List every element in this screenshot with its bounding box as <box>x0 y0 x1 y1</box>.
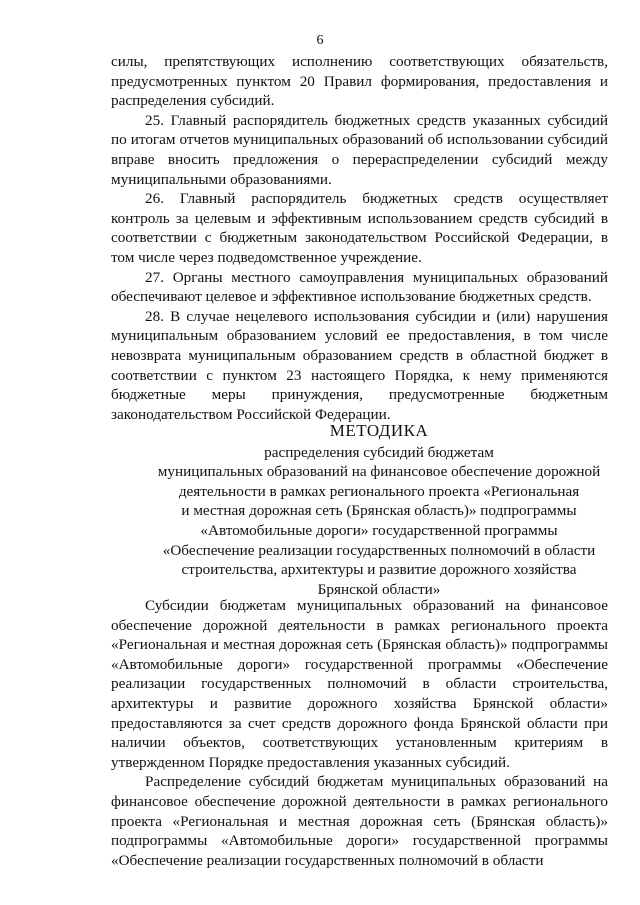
paragraph-27: 27. Органы местного самоуправления муниципальных образований обеспечивают целевое и эффективное использование бюджетных средств. <box>111 268 608 306</box>
paragraph-28: 28. В случае нецелевого использования субсидии и (или) нарушения муниципальным образованием условий ее предоставления, в том числе невозврата муниципальным образованием средств в областной бюджет в соответствии с пунктом 23 настоящего Порядка, к нему применяются бюджетные меры принуждения, предусмотренные бюджетным законодательством Российской Федерации. <box>111 307 608 423</box>
heading-subtitle-line: «Обеспечение реализации государственных полномочий в области <box>162 541 596 559</box>
methodology-body <box>111 596 608 870</box>
paragraph-continuation: силы, препятствующих исполнению соответствующих обязательств, предусмотренных пунктом 20 Правил формирования, предоставления и распределения субсидий. <box>111 53 608 110</box>
heading-subtitle-line: деятельности в рамках регионального проекта «Региональная <box>178 482 580 500</box>
heading-subtitle-line: строительства, архитектуры и развитие дорожного хозяйства <box>181 561 577 579</box>
methodology-paragraph-1: Субсидии бюджетам муниципальных образований на финансовое обеспечение дорожной деятельности в рамках регионального проекта «Региональная и местная дорожная сеть (Брянская область)» подпрограммы «Автомобильные дороги» государственной программы «Обеспечение реализации государственных полномочий в области строительства, архитектуры и развитие дорожного хозяйства Брянской области» предоставляются за счет средств дорожного фонда Брянской области при наличии объектов, соответствующих установленным критериям в утвержденном Порядке предоставления указанных субсидий. <box>111 597 608 771</box>
heading-title: МЕТОДИКА <box>329 421 429 440</box>
heading-subtitle-line: распределения субсидий бюджетам <box>264 443 494 461</box>
methodology-heading <box>150 421 608 599</box>
methodology-paragraph-2: Распределение субсидий бюджетам муниципальных образований на финансовое обеспечение дорожной деятельности в рамках регионального проекта «Региональная и местная дорожная сеть (Брянская область)» подпрограммы «Автомобильные дороги» государственной программы «Обеспечение реализации государственных полномочий в области <box>111 773 608 869</box>
page-number: 6 <box>316 33 324 48</box>
paragraph-25: 25. Главный распорядитель бюджетных средств указанных субсидий по итогам отчетов муниципальных образований об использовании субсидий вправе вносить предложения о перераспределении субсидий между муниципальными образованиями. <box>111 111 608 188</box>
heading-subtitle-line: муниципальных образований на финансовое обеспечение дорожной <box>157 463 601 481</box>
paragraph-26: 26. Главный распорядитель бюджетных средств осуществляет контроль за целевым и эффективным использованием средств субсидий в соответствии с бюджетным законодательством Российской Федерации, в том числе через подведомственное учреждение. <box>111 190 608 266</box>
heading-subtitle-line: и местная дорожная сеть (Брянская область)» подпрограммы <box>181 502 577 520</box>
top-section <box>111 52 608 424</box>
heading-subtitle-line: «Автомобильные дороги» государственной программы <box>200 521 558 539</box>
heading-subtitle-line: Брянской области» <box>317 580 441 598</box>
